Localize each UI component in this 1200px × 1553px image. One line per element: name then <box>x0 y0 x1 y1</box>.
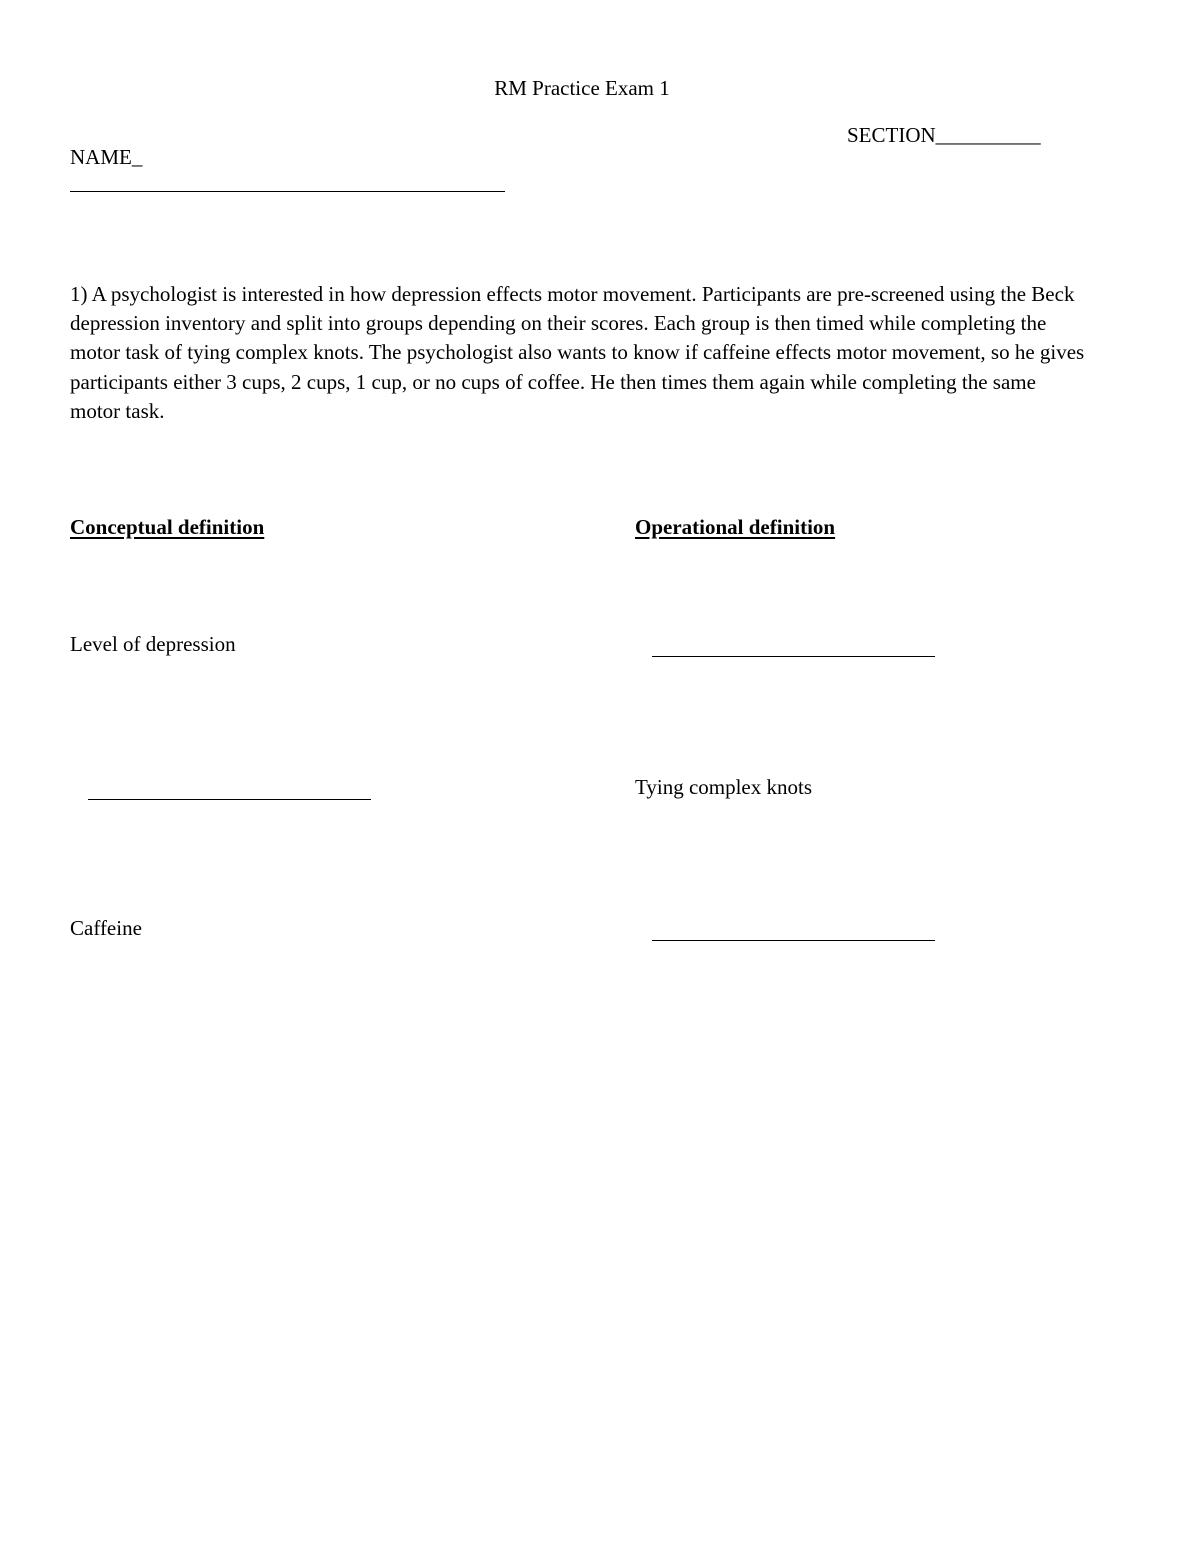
conceptual-item-caffeine: Caffeine <box>70 916 142 940</box>
operational-definition-header: Operational definition <box>635 515 836 539</box>
operational-answer-line-3[interactable] <box>652 940 935 941</box>
page-title: RM Practice Exam 1 <box>494 76 670 100</box>
conceptual-answer-line-2[interactable] <box>88 799 371 800</box>
operational-answer-line-1[interactable] <box>652 656 935 657</box>
name-field-label: NAME_ <box>70 145 143 169</box>
operational-item-tying-complex-knots: Tying complex knots <box>635 775 813 799</box>
question-1-text: 1) A psychologist is interested in how depression effects motor movement. Participants are pre-screened using the Beck depression inventory and split into groups depending on their scores. Each group is then timed while completing the motor task of tying complex knots. The psychologist also wants to know if caffeine effects motor movement, so he gives participants either 3 cups, 2 cups, 1 cup, or no cups of coffee. He then times them again while completing the same motor task. <box>70 282 1085 423</box>
conceptual-definition-header: Conceptual definition <box>70 515 265 539</box>
name-answer-line[interactable] <box>70 191 505 192</box>
section-field-label[interactable]: SECTION__________ <box>847 123 1041 147</box>
conceptual-item-level-of-depression: Level of depression <box>70 632 236 656</box>
